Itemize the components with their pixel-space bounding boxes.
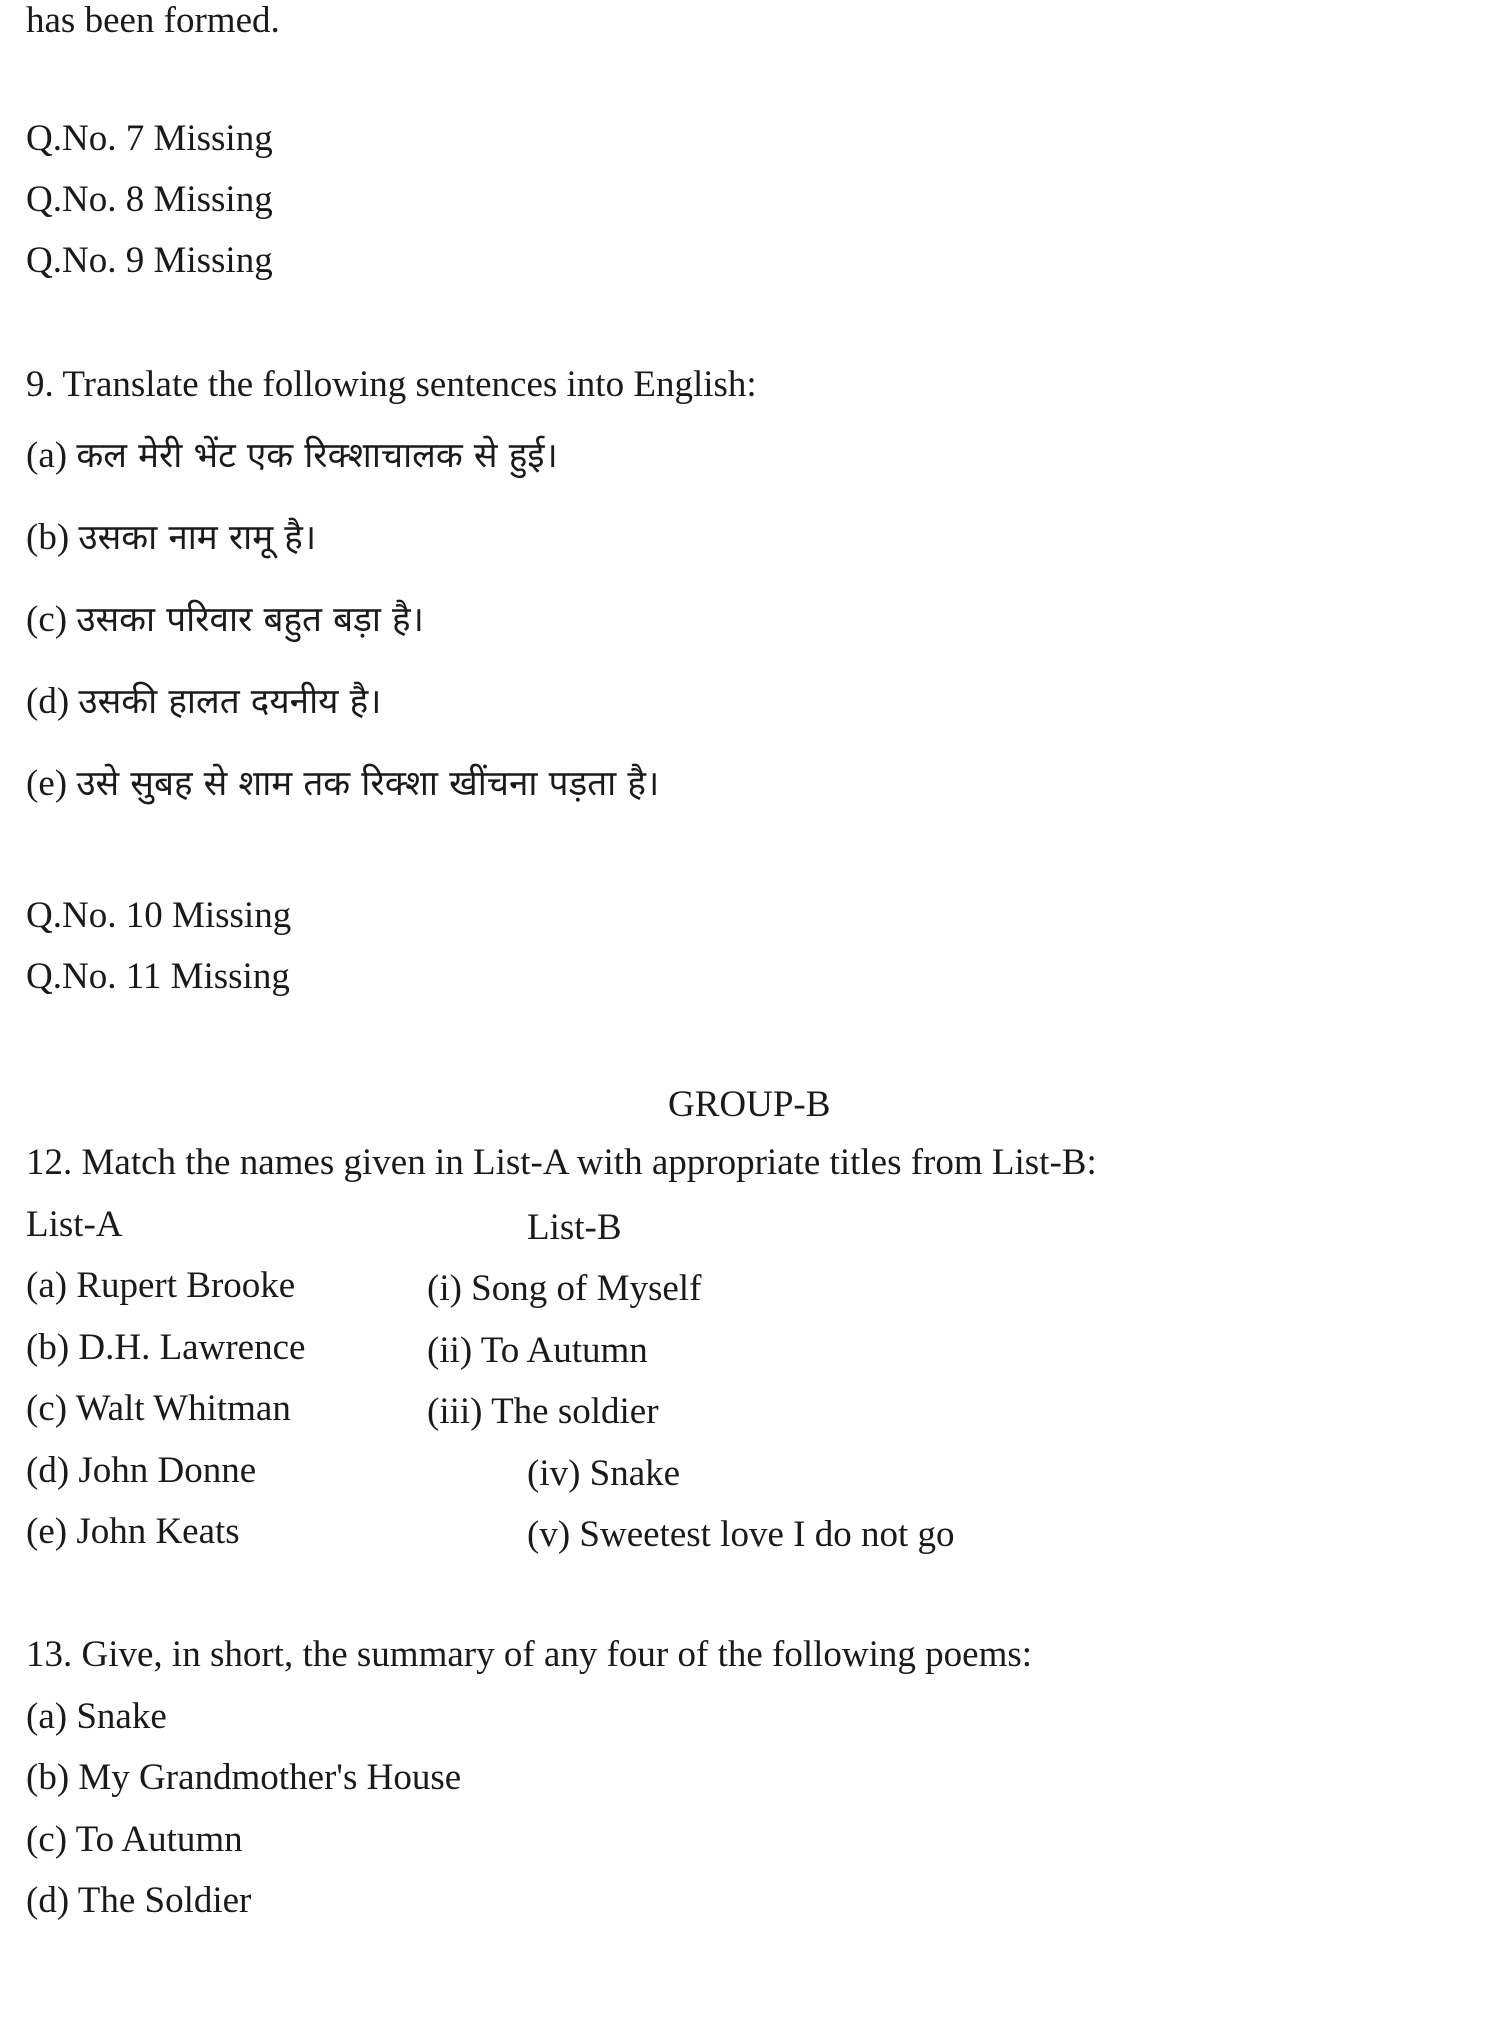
translation-item	[26, 437, 558, 474]
poem-item: (c) To Autumn	[26, 1819, 243, 1860]
list-a-item: (b) D.H. Lawrence	[26, 1327, 306, 1368]
translation-item	[26, 601, 424, 638]
list-b-item: (v) Sweetest love I do not go	[527, 1514, 955, 1555]
hindi-sentence: उसका परिवार बहुत बड़ा है।	[76, 600, 424, 640]
list-a-header: List-A	[26, 1204, 123, 1245]
translation-item	[26, 683, 381, 720]
missing-question-note: Q.No. 7 Missing	[26, 118, 273, 159]
item-label: (e)	[26, 763, 77, 804]
previous-question-fragment: has been formed.	[26, 0, 280, 41]
translation-item	[26, 765, 659, 802]
hindi-sentence: उसकी हालत दयनीय है।	[78, 682, 382, 722]
poem-item: (d) The Soldier	[26, 1880, 252, 1921]
list-b-item: (iii) The soldier	[427, 1391, 659, 1432]
list-a-item: (e) John Keats	[26, 1511, 240, 1552]
list-a-item: (d) John Donne	[26, 1450, 257, 1491]
hindi-sentence: उसे सुबह से शाम तक रिक्शा खींचना पड़ता है।	[76, 764, 660, 804]
list-b-item: (iv) Snake	[527, 1453, 681, 1494]
list-a-item: (a) Rupert Brooke	[26, 1265, 296, 1306]
missing-question-note: Q.No. 11 Missing	[26, 956, 290, 997]
question-9-heading: 9. Translate the following sentences into English:	[26, 364, 757, 405]
missing-question-note: Q.No. 10 Missing	[26, 895, 292, 936]
group-b-title: GROUP-B	[668, 1084, 831, 1125]
list-b-item: (i) Song of Myself	[427, 1268, 702, 1309]
translation-item	[26, 519, 316, 556]
list-b-header: List-B	[527, 1207, 622, 1248]
poem-item: (a) Snake	[26, 1696, 167, 1737]
item-label: (a)	[26, 435, 77, 476]
question-13-heading: 13. Give, in short, the summary of any four of the following poems:	[26, 1634, 1033, 1675]
item-label: (d)	[26, 681, 79, 722]
question-12-heading: 12. Match the names given in List-A with appropriate titles from List-B:	[26, 1142, 1097, 1183]
hindi-sentence: उसका नाम रामू है।	[78, 518, 317, 558]
item-label: (c)	[26, 599, 77, 640]
missing-question-note: Q.No. 9 Missing	[26, 240, 273, 281]
hindi-sentence: कल मेरी भेंट एक रिक्शाचालक से हुई।	[76, 436, 558, 476]
item-label: (b)	[26, 517, 79, 558]
list-a-item: (c) Walt Whitman	[26, 1388, 291, 1429]
missing-question-note: Q.No. 8 Missing	[26, 179, 273, 220]
list-b-item: (ii) To Autumn	[427, 1330, 648, 1371]
poem-item: (b) My Grandmother's House	[26, 1757, 462, 1798]
